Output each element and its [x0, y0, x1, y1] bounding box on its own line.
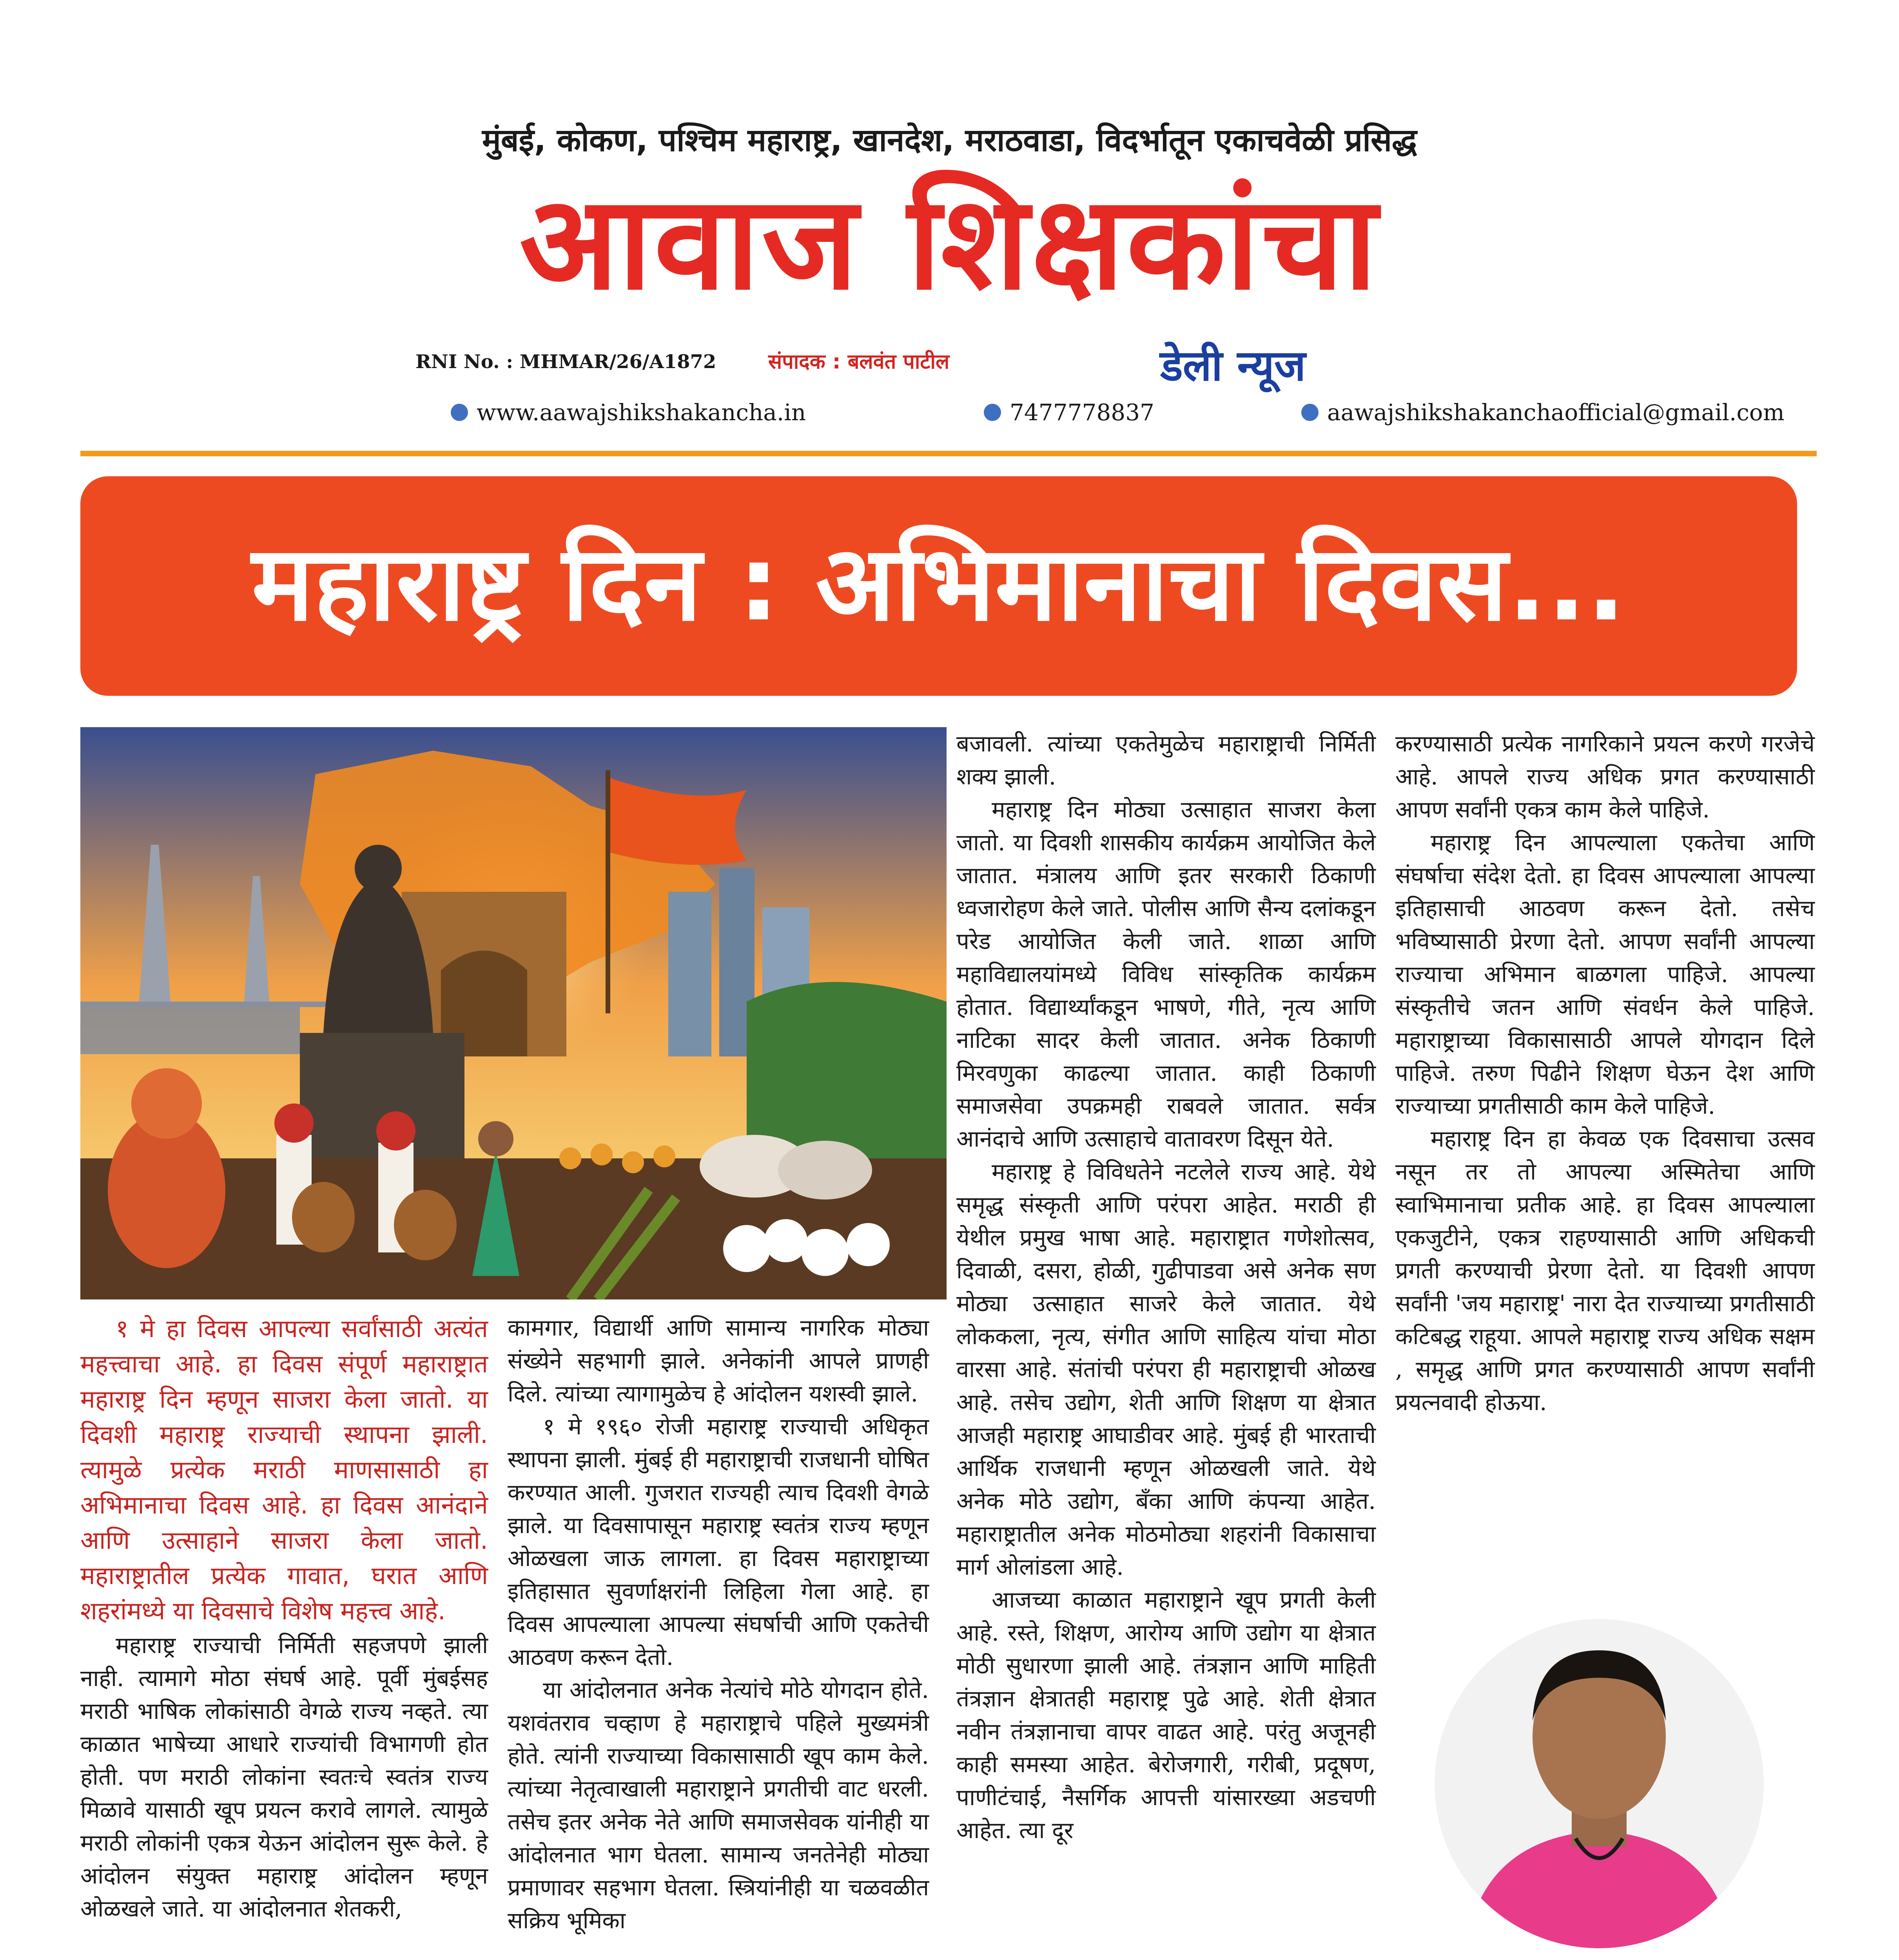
- headline-text: महाराष्ट्र दिन : अभिमानाचा दिवस...: [252, 523, 1626, 644]
- article-paragraph: या आंदोलनात अनेक नेत्यांचे मोठे योगदान होते. यशवंतराव चव्हाण हे महाराष्ट्राचे पहिले मुख्यमंत्री होते. त्यांनी राज्याच्या विकासासाठी खूप काम केले. त्यांच्या नेतृत्वाखाली महाराष्ट्राने प्रगतीची वाट धरली. तसेच इतर अनेक नेते आणि समाजसेवक यांनीही या आंदोलनात भाग घेतला. सामान्य जनतेनेही मोठ्या प्रमाणावर सहभाग घेतला. स्त्रियांनीही या चळवळीत सक्रिय भूमिका: [508, 1677, 929, 1934]
- email-text: aawajshikshakanchaofficial@gmail.com: [1327, 399, 1785, 426]
- edition-label: डेली न्यूज: [1160, 341, 1306, 390]
- article-paragraph: महाराष्ट्र दिन मोठ्या उत्साहात साजरा केला जातो. या दिवशी शासकीय कार्यक्रम आयोजित केले जातात. मंत्रालय आणि इतर सरकारी ठिकाणी ध्वजारोहण केले जाते. पोलीस आणि सैन्य दलांकडून परेड आयोजित केली जाते. शाळा आणि महाविद्यालयांमध्ये विविध सांस्कृतिक कार्यक्रम होतात. विद्यार्थ्यांकडून भाषणे, गीते, नृत्य आणि नाटिका सादर केली जातात. अनेक ठिकाणी मिरवणुका काढल्या जातात. काही ठिकाणी समाजसेवा उपक्रमही राबवले जातात. सर्वत्र आनंदाचे आणि उत्साहाचे वातावरण दिसून येते.: [956, 796, 1376, 1152]
- email-contact[interactable]: [1301, 399, 1785, 426]
- article-paragraph: करण्यासाठी प्रत्येक नागरिकाने प्रयत्न करणे गरजेचे आहे. आपले राज्य अधिक प्रगत करण्यासाठी आपण सर्वांनी एकत्र काम केले पाहिजे.: [1395, 730, 1815, 823]
- email-icon: [1301, 404, 1319, 421]
- phone-text: 7477778837: [1010, 399, 1155, 426]
- phone-icon: [984, 404, 1001, 421]
- article-paragraph: महाराष्ट्र दिन आपल्याला एकतेचा आणि संघर्षाचा संदेश देतो. हा दिवस आपल्याला आपल्या इतिहासाची आठवण करून देतो. तसेच भविष्यासाठी प्रेरणा देतो. आपण सर्वांनी आपल्या राज्याचा अभिमान बाळगला पाहिजे. आपल्या संस्कृतीचे जतन आणि संवर्धन केले पाहिजे. महाराष्ट्राच्या विकासासाठी आपले योगदान दिले पाहिजे. तरुण पिढीने शिक्षण घेऊन देश आणि राज्याच्या प्रगतीसाठी काम केले पाहिजे.: [1395, 829, 1815, 1119]
- article-column-2: [508, 1311, 929, 1937]
- rni-number: RNI No. : MHMAR/26/A1872: [415, 351, 716, 373]
- author-photo: [1435, 1619, 1764, 1948]
- article-paragraph: कामगार, विद्यार्थी आणि सामान्य नागरिक मोठ्या संख्येने सहभागी झाले. अनेकांनी आपले प्राणही दिले. त्यांच्या त्यागामुळेच हे आंदोलन यशस्वी झाले.: [508, 1314, 929, 1407]
- phone-contact[interactable]: [984, 399, 1154, 426]
- masthead-tagline: मुंबई, कोकण, पश्चिम महाराष्ट्र, खानदेश, मराठवाडा, विदर्भातून एकाचवेळी प्रसिद्ध: [482, 122, 1417, 158]
- article-column-3: [956, 727, 1376, 1847]
- newspaper-title: आवाज शिक्षकांचा: [519, 168, 1380, 318]
- article-column-1: [80, 1311, 488, 1925]
- article-paragraph: महाराष्ट्र दिन हा केवळ एक दिवसाचा उत्सव नसून तर तो आपल्या अस्मितेचा आणि स्वाभिमानाचा प्रतीक आहे. हा दिवस आपल्याला एकजुटीने, एकत्र राहण्यासाठी आणि अधिकची प्रगती करण्याची प्रेरणा देतो. या दिवशी आपण सर्वांनी 'जय महाराष्ट्र' नारा देत राज्याच्या प्रगतीसाठी कटिबद्ध राहूया. आपले महाराष्ट्र राज्य अधिक सक्षम , समृद्ध आणि प्रगत करण्यासाठी आपण सर्वांनी प्रयत्नवादी होऊया.: [1395, 1125, 1815, 1416]
- maharashtra-day-illustration: [80, 727, 947, 1299]
- website-contact[interactable]: [451, 399, 806, 426]
- globe-icon: [451, 404, 468, 421]
- article-paragraph: महाराष्ट्र राज्याची निर्मिती सहजपणे झाली नाही. त्यामागे मोठा संघर्ष आहे. पूर्वी मुंबईसह मराठी भाषिक लोकांसाठी वेगळे राज्य नव्हते. त्या काळात भाषेच्या आधारे राज्यांची विभागणी होत होती. पण मराठी लोकांना स्वतःचे स्वतंत्र राज्य मिळावे यासाठी खूप प्रयत्न करावे लागले. त्यामुळे मराठी लोकांनी एकत्र येऊन आंदोलन सुरू केले. हे आंदोलन संयुक्त महाराष्ट्र आंदोलन म्हणून ओळखले जाते. या आंदोलनात शेतकरी,: [80, 1632, 488, 1922]
- article-paragraph: महाराष्ट्र हे विविधतेने नटलेले राज्य आहे. येथे समृद्ध संस्कृती आणि परंपरा आहेत. मराठी ही येथील प्रमुख भाषा आहे. महाराष्ट्रात गणेशोत्सव, दिवाळी, दसरा, होळी, गुढीपाडवा असे अनेक सण मोठ्या उत्साहात साजरे केले जातात. येथे लोककला, नृत्य, संगीत आणि साहित्य यांचा मोठा वारसा आहे. संतांची परंपरा ही महाराष्ट्राची ओळख आहे. तसेच उद्योग, शेती आणि शिक्षण या क्षेत्रात आजही महाराष्ट्र आघाडीवर आहे. मुंबई ही भारताची आर्थिक राजधानी म्हणून ओळखली जाते. येथे अनेक मोठे उद्योग, बँका आणि कंपन्या आहेत. महाराष्ट्रातील अनेक मोठमोठ्या शहरांनी विकासाचा मार्ग ओलांडला आहे.: [956, 1158, 1376, 1580]
- article-intro: १ मे हा दिवस आपल्या सर्वांसाठी अत्यंत महत्त्वाचा आहे. हा दिवस संपूर्ण महाराष्ट्रात महाराष्ट्र दिन म्हणून साजरा केला जातो. या दिवशी महाराष्ट्र राज्याची स्थापना झाली. त्यामुळे प्रत्येक मराठी माणसासाठी हा अभिमानाचा दिवस आहे. हा दिवस आनंदाने आणि उत्साहाने साजरा केला जातो. महाराष्ट्रातील प्रत्येक गावात, घरात आणि शहरांमध्ये या दिवसाचे विशेष महत्त्व आहे.: [80, 1314, 488, 1625]
- article-column-4: [1395, 727, 1815, 1419]
- article-paragraph: आजच्या काळात महाराष्ट्राने खूप प्रगती केली आहे. रस्ते, शिक्षण, आरोग्य आणि उद्योग या क्षेत्रात मोठी सुधारणा झाली आहे. तंत्रज्ञान आणि माहिती तंत्रज्ञान क्षेत्रातही महाराष्ट्र पुढे आहे. शेती क्षेत्रात नवीन तंत्रज्ञानाचा वापर वाढत आहे. परंतु अजूनही काही समस्या आहेत. बेरोजगारी, गरीबी, प्रदूषण, पाणीटंचाई, नैसर्गिक आपत्ती यांसारख्या अडचणी आहेत. त्या दूर: [956, 1586, 1376, 1844]
- article-paragraph: १ मे १९६० रोजी महाराष्ट्र राज्याची अधिकृत स्थापना झाली. मुंबई ही महाराष्ट्राची राजधानी घोषित करण्यात आली. गुजरात राज्यही त्याच दिवशी वेगळे झाले. या दिवसापासून महाराष्ट्र स्वतंत्र राज्य म्हणून ओळखला जाऊ लागला. हा दिवस महाराष्ट्राच्या इतिहासात सुवर्णाक्षरांनी लिहिला गेला आहे. हा दिवस आपल्याला आपल्या संघर्षाची आणि एकतेची आठवण करून देतो.: [508, 1413, 929, 1670]
- article-paragraph: बजावली. त्यांच्या एकतेमुळेच महाराष्ट्राची निर्मिती शक्य झाली.: [956, 730, 1376, 790]
- editor-credit: संपादक : बलवंत पाटील: [768, 350, 950, 374]
- masthead-divider: [80, 451, 1817, 456]
- website-text: www.aawajshikshakancha.in: [477, 399, 806, 426]
